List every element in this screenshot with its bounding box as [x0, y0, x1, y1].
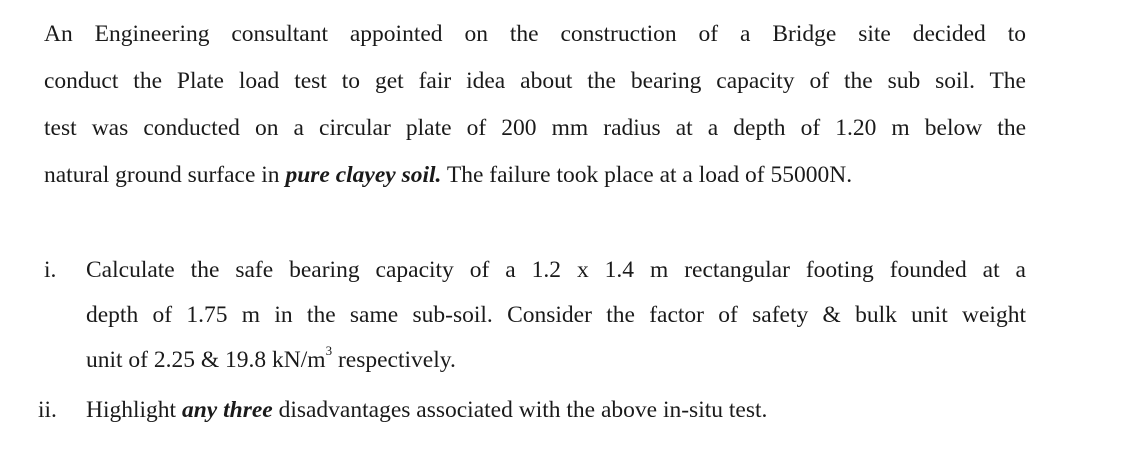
paragraph-line-2: conduct the Plate load test to get fair idea about the bearing capacity of the sub soil. The [44, 68, 1026, 94]
item-i-line-2: depth of 1.75 m in the same sub-soil. Consider the factor of safety & bulk unit weight [86, 302, 1026, 328]
paragraph-line-4-text: natural ground surface in [44, 162, 286, 188]
item-i-line-1: Calculate the safe bearing capacity of a 1.2 x 1.4 m rectangular footing founded at a [86, 257, 1026, 283]
emphasis-any-three: any three [181, 397, 273, 423]
item-i-line-3 [86, 345, 1026, 375]
emphasis-pure-clayey-soil: pure clayey soil. [285, 162, 442, 188]
paragraph-line-3: test was conducted on a circular plate of 200 mm radius at a depth of 1.20 m below the [44, 115, 1026, 141]
paragraph-line-4 [44, 160, 1026, 190]
superscript-3: 3 [325, 343, 333, 359]
paragraph-line-1: An Engineering consultant appointed on the construction of a Bridge site decided to [44, 21, 1026, 47]
item-i-line-3-text-end: respectively. [332, 347, 456, 373]
item-marker-i: i. [44, 257, 57, 283]
item-ii-line-1-text: Highlight [86, 397, 182, 423]
paragraph-line-4-text-end: The failure took place at a load of 55000N. [441, 162, 853, 188]
item-ii-line-1-text-end: disadvantages associated with the above in-situ test. [272, 397, 768, 423]
item-ii-line-1 [86, 395, 1026, 425]
item-marker-ii: ii. [38, 397, 57, 423]
item-i-line-3-text: unit of 2.25 & 19.8 kN/m [86, 347, 326, 373]
